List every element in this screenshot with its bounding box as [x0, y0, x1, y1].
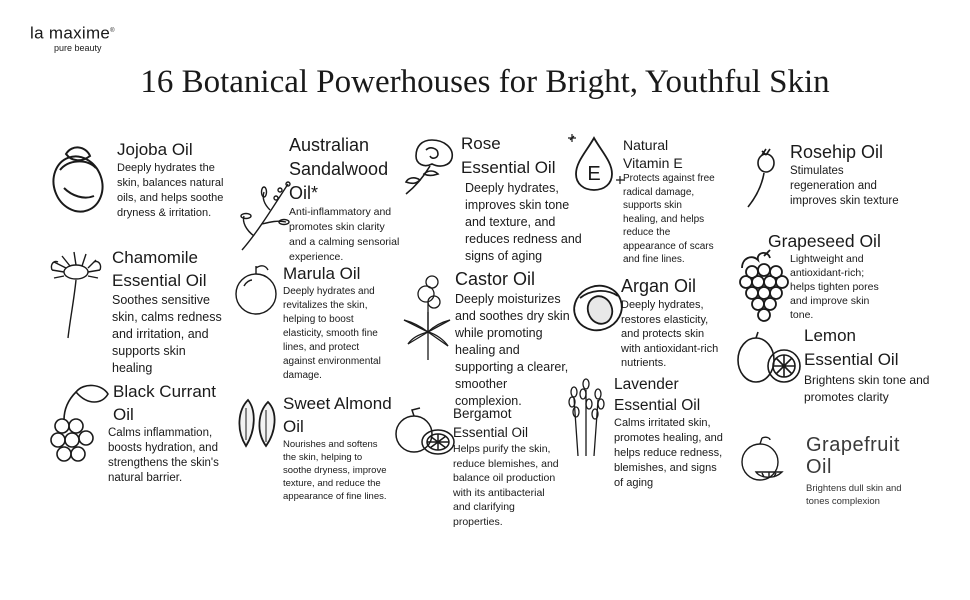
ingredient-description: Protects against free radical damage, supports skin healing, and helps reduce the appearance of scars and fine lines. [623, 173, 715, 265]
ingredient-description: Anti-inflammatory and promotes skin clarity and a calming sensorial experience. [289, 206, 400, 263]
jojoba-seed-icon [46, 140, 110, 218]
ingredient-almond [283, 392, 393, 503]
ingredient-sandalwood [289, 133, 400, 265]
ingredient-title: Grapeseed Oil [768, 231, 881, 251]
brand-tagline: pure beauty [54, 42, 102, 53]
ingredient-title: Australian Sandalwood Oil* [289, 135, 389, 203]
ingredient-grapeseed [768, 230, 898, 322]
ingredient-title: Rose Essential Oil [461, 134, 556, 177]
almonds-icon [234, 396, 286, 450]
ingredient-title: Bergamot Essential Oil [453, 406, 529, 440]
ingredient-description: Calms inflammation, boosts hydration, and strengthens the skin's natural barrier. [108, 427, 219, 484]
lemon-icon [734, 330, 802, 390]
bergamot-icon [392, 404, 456, 460]
chamomile-flower-icon [46, 250, 106, 340]
ingredient-bergamot [453, 404, 561, 529]
ingredient-marula [283, 262, 391, 383]
argan-nut-icon [570, 280, 626, 336]
rosehip-icon [744, 145, 784, 211]
grapefruit-icon [738, 434, 786, 484]
sandalwood-branch-icon [236, 176, 294, 254]
page-title: 16 Botanical Powerhouses for Bright, Youthful Skin [140, 64, 830, 100]
ingredient-description: Lightweight and antioxidant-rich; helps tighten pores and improve skin tone. [790, 253, 879, 321]
ingredient-description: Nourishes and softens the skin, helping to soothe dryness, improve texture, and reduce the appearance of fine lines. [283, 439, 387, 502]
ingredient-description: Deeply hydrates and revitalizes the skin, helping to boost elasticity, smooth fine lines, and protect against environmental damage. [283, 286, 381, 381]
ingredient-description: Soothes sensitive skin, calms redness and irritation, and supports skin healing [112, 293, 222, 375]
ingredient-title: Natural Vitamin E [623, 137, 683, 171]
ingredient-chamomile [112, 246, 226, 377]
rose-icon [402, 136, 460, 198]
ingredient-description: Stimulates regeneration and improves skin texture [790, 165, 899, 207]
ingredient-title: Argan Oil [621, 276, 697, 296]
ingredient-title: Sweet Almond Oil [283, 394, 392, 436]
ingredient-black-currant [108, 380, 224, 486]
ingredient-title: Lavender Essential Oil [614, 376, 701, 414]
ingredient-rosehip [790, 140, 900, 209]
ingredient-grapefruit [806, 434, 916, 508]
vitamin-e-letter: E [587, 163, 601, 185]
ingredient-title: Rosehip Oil [790, 142, 884, 162]
ingredient-title: Jojoba Oil [117, 140, 193, 159]
ingredient-title: Black Currant Oil [113, 382, 216, 424]
brand-name: la maxime [30, 23, 111, 43]
ingredient-title: Lemon Essential Oil [804, 326, 899, 369]
ingredient-jojoba [117, 138, 227, 221]
trademark-mark: ® [110, 28, 115, 34]
ingredient-description: Brightens skin tone and promotes clarity [804, 373, 930, 404]
ingredient-lavender [614, 374, 726, 491]
ingredient-rose [461, 132, 589, 265]
ingredient-description: Helps purify the skin, reduce blemishes, and balance oil production with its antibacterial and clarifying properties. [453, 443, 559, 528]
castor-plant-icon [398, 272, 454, 362]
ingredient-title: Grapefruit Oil [806, 434, 900, 478]
ingredient-description: Deeply moisturizes and soothes dry skin while promoting healing and supporting a clearer, smoother complexion. [455, 292, 570, 408]
ingredient-description: Brightens dull skin and tones complexion [806, 483, 902, 507]
ingredient-lemon [804, 324, 930, 406]
ingredient-description: Deeply hydrates, restores elasticity, and protects skin with antioxidant-rich nutrients. [621, 299, 719, 369]
ingredient-argan [621, 274, 721, 371]
ingredient-title: Castor Oil [455, 269, 536, 289]
brand-logo [30, 22, 115, 53]
ingredient-description: Deeply hydrates, improves skin tone and texture, and reduces redness and signs of aging [465, 181, 582, 263]
black-currant-icon [48, 380, 112, 470]
ingredient-vitamin-e [623, 136, 717, 267]
ingredient-castor [455, 268, 571, 410]
ingredient-title: Chamomile Essential Oil [112, 248, 207, 290]
marula-fruit-icon [232, 262, 280, 318]
ingredient-title: Marula Oil [283, 264, 361, 283]
ingredient-description: Calms irritated skin, promotes healing, and helps reduce redness, blemishes, and signs of aging [614, 417, 723, 489]
ingredient-description: Deeply hydrates the skin, balances natural oils, and helps soothe dryness & irritation. [117, 162, 224, 219]
